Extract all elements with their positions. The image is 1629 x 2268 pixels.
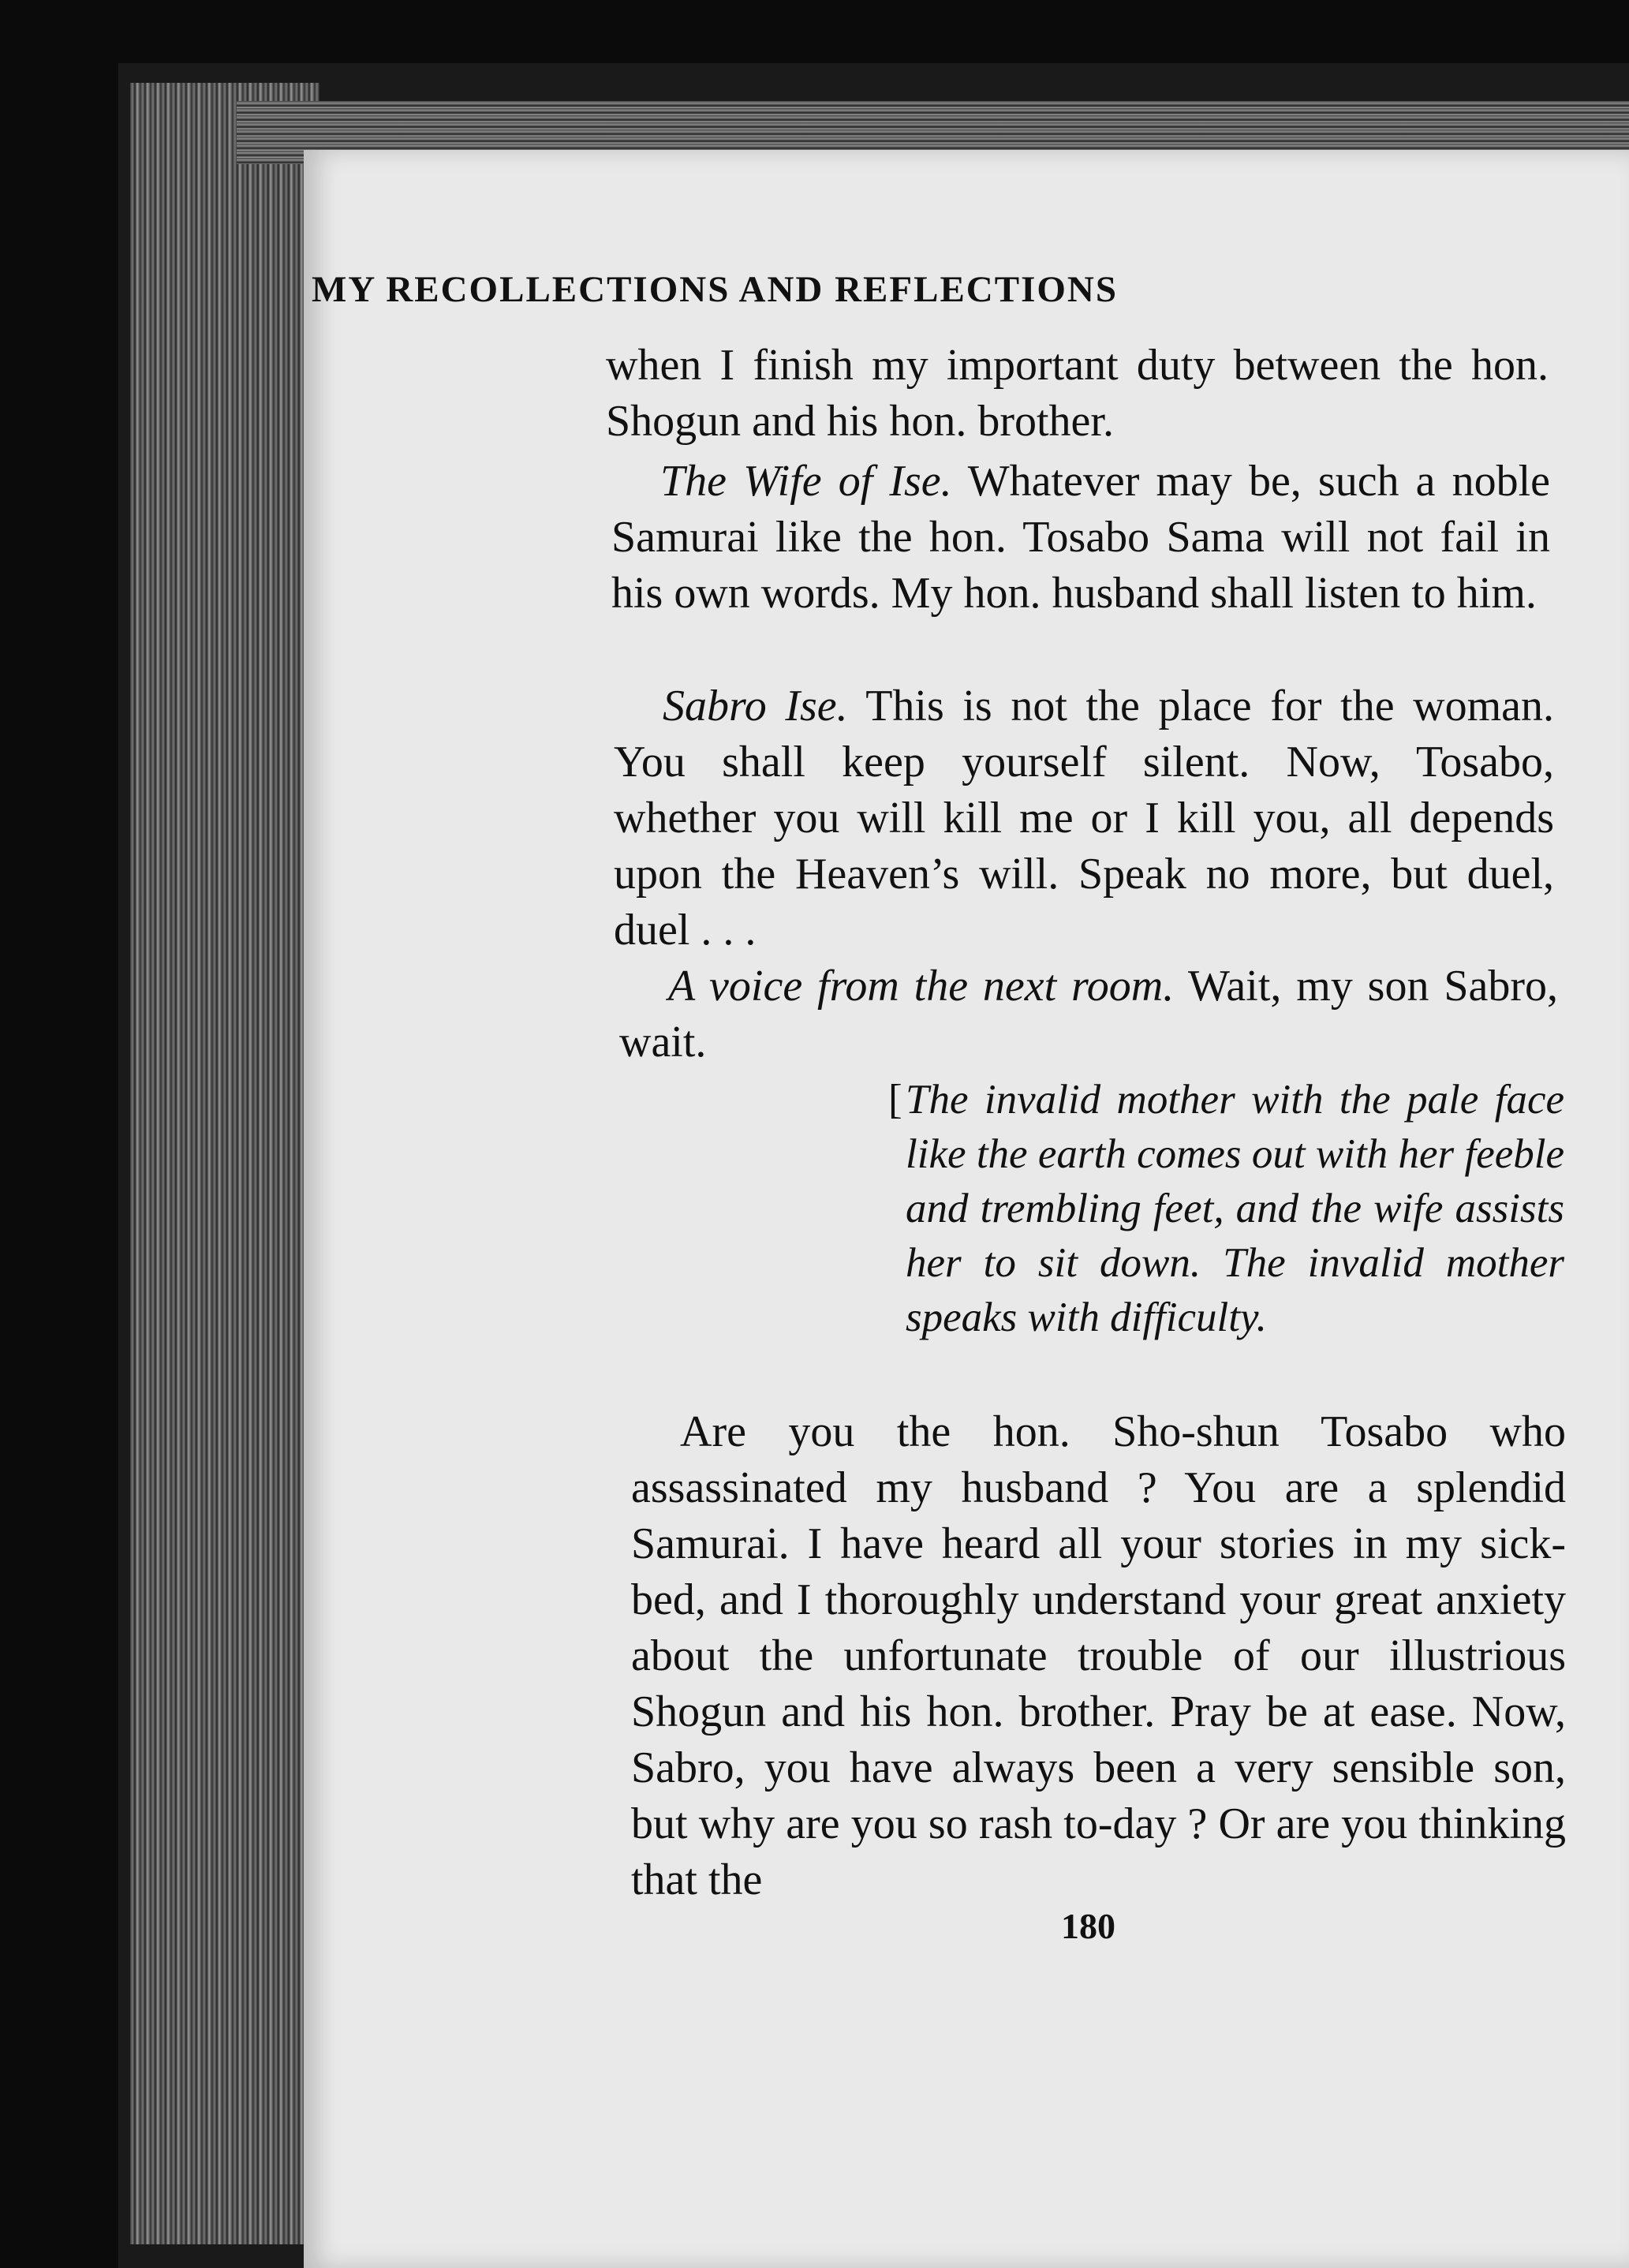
speaker-sabro-ise: Sabro Ise. [663, 682, 848, 730]
running-head: MY RECOLLECTIONS AND REFLECTIONS [312, 269, 1119, 310]
paragraph-2 [611, 454, 1550, 622]
paragraph-5-text: Are you the hon. Sho-shun Tosabo who assassinated my husband ? You are a splendid Samurai. I have heard all your stories in my sick-bed, and I thoroughly understand your great anxiety about the unfortunate trouble of our illustrious Shogun and his hon. brother. Pray be at ease. Now, Sabro, you have always been a very sensible son, but why are you so rash to-day ? Or are you thinking that the [631, 1407, 1566, 1904]
paragraph-4 [619, 958, 1558, 1070]
paragraph-5 [631, 1404, 1566, 1908]
paragraph-3 [614, 678, 1554, 958]
stage-direction-text: The invalid mother with the pale face like the earth comes out with her feeble and trembling feet, and the wife assists her to sit down. The invalid mother speaks with difficulty. [906, 1077, 1564, 1340]
paragraph-4-text: Wait, my son Sabro, wait. [619, 962, 1558, 1067]
stage-bracket: [ [888, 1077, 902, 1123]
stage-direction [888, 1073, 1564, 1345]
speaker-voice-next-room: A voice from the next room. [668, 962, 1175, 1011]
paragraph-3-text: This is not the place for the woman. You shall keep yourself silent. Now, Tosabo, whether you will kill me or I kill you, all depends upon the Heaven’s will. Speak no more, but duel, duel . . . [614, 682, 1555, 955]
speaker-wife-of-ise: The Wife of Ise. [660, 457, 952, 506]
paragraph-1-text: when I finish my important duty between the hon. Shogun and his hon. brother. [606, 341, 1549, 446]
page-edges-left [130, 83, 319, 2244]
paragraph-2-text: Whatever may be, such a noble Samurai like the hon. Tosabo Sama will not fail in his own words. My hon. husband shall listen to him. [611, 457, 1550, 618]
page-number: 180 [1061, 1906, 1115, 1946]
paragraph-1 [606, 338, 1549, 450]
